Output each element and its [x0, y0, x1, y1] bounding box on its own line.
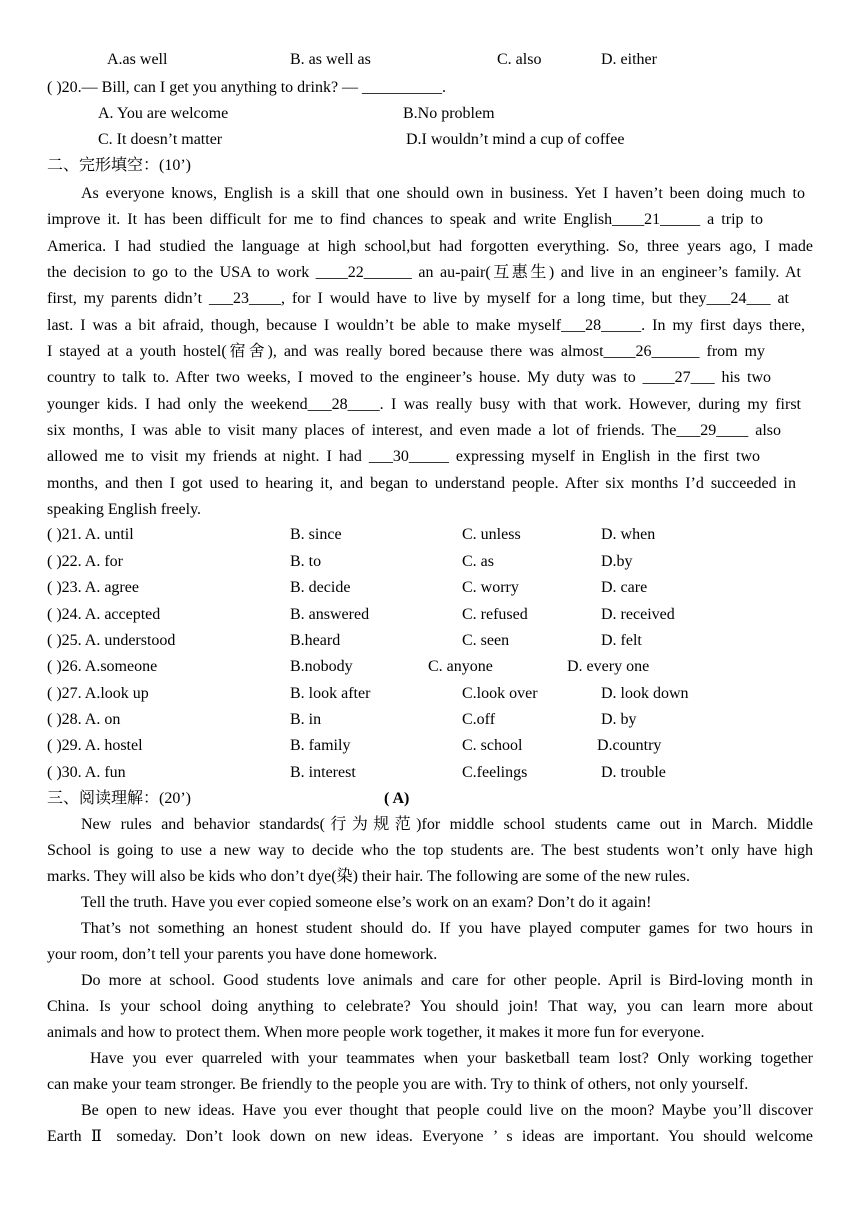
section3-heading: 三、阅读理解：(20’)	[47, 790, 191, 807]
option-d: D. trouble	[601, 764, 666, 781]
option-c: C.off	[462, 711, 496, 728]
passage-line: months, and then I got used to hearing it, and began to understand people. After six months I’d succeeded in	[47, 475, 796, 492]
option-c: C. as	[462, 553, 494, 570]
option-d: D.country	[597, 737, 662, 754]
option-c: C.look over	[462, 685, 538, 702]
passage-line: improve it. It has been difficult for me to find chances to speak and write English____21_____ a trip to	[47, 211, 763, 228]
option-d: D.by	[601, 553, 633, 570]
q20-option-a: A. You are welcome	[98, 105, 229, 122]
passage-line: your room, don’t tell your parents you have done homework.	[47, 946, 438, 963]
q19-option-d: D. either	[601, 51, 657, 68]
passage-line: School is going to use a new way to decide who the top students are. The best students won’t only have high	[47, 842, 813, 859]
passage-line: animals and how to protect them. When more people work together, it makes it more fun for everyone.	[47, 1024, 705, 1041]
passage-line: Do more at school. Good students love animals and care for other people. April is Bird-loving month in	[81, 972, 813, 989]
option-c: C. anyone	[428, 658, 493, 675]
option-d: D. every one	[567, 658, 650, 675]
passage-line: China. Is your school doing anything to celebrate? You should join! That way, you can learn more about	[47, 998, 813, 1015]
question-number-option-a: ( )22. A. for	[47, 553, 123, 570]
option-d: D. felt	[601, 632, 642, 649]
option-b: B. since	[290, 526, 342, 543]
option-c: C.feelings	[462, 764, 528, 781]
passage-line: six months, I was able to visit many places of interest, and even made a lot of friends. The___29____ also	[47, 422, 781, 439]
question-number-option-a: ( )23. A. agree	[47, 579, 139, 596]
question-number-option-a: ( )28. A. on	[47, 711, 121, 728]
passage-line: Tell the truth. Have you ever copied someone else’s work on an exam? Don’t do it again!	[81, 894, 652, 911]
passage-line: first, my parents didn’t ___23____, for I would have to live by myself for a long time, but they___24___ at	[47, 290, 789, 307]
option-b: B.nobody	[290, 658, 353, 675]
q20-option-b: B.No problem	[403, 105, 495, 122]
passage-line: last. I was a bit afraid, though, because I wouldn’t be able to make myself___28_____. In my first days there,	[47, 317, 805, 334]
option-d: D. care	[601, 579, 648, 596]
option-b: B. decide	[290, 579, 351, 596]
passage-line: marks. They will also be kids who don’t dye(染) their hair. The following are some of the new rules.	[47, 868, 690, 885]
option-b: B.heard	[290, 632, 341, 649]
option-b: B. look after	[290, 685, 371, 702]
option-d: D. when	[601, 526, 656, 543]
passage-line: allowed me to visit my friends at night. I had ___30_____ expressing myself in English in the first two	[47, 448, 760, 465]
q19-option-b: B. as well as	[290, 51, 371, 68]
question-number-option-a: ( )21. A. until	[47, 526, 134, 543]
option-c: C. worry	[462, 579, 519, 596]
option-c: C. unless	[462, 526, 521, 543]
q20-option-d: D.I wouldn’t mind a cup of coffee	[406, 131, 625, 148]
question-number-option-a: ( )25. A. understood	[47, 632, 176, 649]
option-c: C. school	[462, 737, 523, 754]
question-number-option-a: ( )27. A.look up	[47, 685, 149, 702]
option-c: C. seen	[462, 632, 510, 649]
option-b: B. in	[290, 711, 322, 728]
passage-line: Have you ever quarreled with your teammates when your basketball team lost? Only working together	[90, 1050, 813, 1067]
passage-line: Be open to new ideas. Have you ever thought that people could live on the moon? Maybe you’ll discover	[81, 1102, 813, 1119]
option-c: C. refused	[462, 606, 528, 623]
option-b: B. to	[290, 553, 322, 570]
q19-option-c: C. also	[497, 51, 542, 68]
option-d: D. by	[601, 711, 637, 728]
passage-line: speaking English freely.	[47, 501, 202, 518]
passage-line: the decision to go to the USA to work ____22______ an au-pair(互惠生) and live in an engineer’s family. At	[47, 264, 801, 281]
question-number-option-a: ( )26. A.someone	[47, 658, 158, 675]
passage-line: America. I had studied the language at high school,but had forgotten everything. So, three years ago, I made	[47, 238, 813, 255]
option-b: B. family	[290, 737, 351, 754]
q20-option-c: C. It doesn’t matter	[98, 131, 223, 148]
question-number-option-a: ( )29. A. hostel	[47, 737, 143, 754]
passage-line: Earth Ⅱ someday. Don’t look down on new ideas. Everyone ’ s ideas are important. You should welcome	[47, 1128, 813, 1145]
passage-line: As everyone knows, English is a skill that one should own in business. Yet I haven’t been doing much to	[81, 185, 805, 202]
option-d: D. look down	[601, 685, 689, 702]
passage-line: New rules and behavior standards(行为规范)for middle school students came out in March. Middle	[81, 816, 813, 833]
q19-option-a: A.as well	[107, 51, 168, 68]
question-number-option-a: ( )30. A. fun	[47, 764, 126, 781]
q20-stem: ( )20.— Bill, can I get you anything to drink? — __________.	[47, 79, 447, 96]
option-d: D. received	[601, 606, 675, 623]
passage-a-label: ( A)	[384, 790, 410, 807]
option-b: B. answered	[290, 606, 370, 623]
passage-line: country to talk to. After two weeks, I moved to the engineer’s house. My duty was to ____27___ his two	[47, 369, 771, 386]
section2-heading: 二、完形填空：(10’)	[47, 157, 191, 174]
passage-line: can make your team stronger. Be friendly to the people you are with. Try to think of others, not only yourself.	[47, 1076, 749, 1093]
question-number-option-a: ( )24. A. accepted	[47, 606, 161, 623]
passage-line: That’s not something an honest student should do. If you have played computer games for two hours in	[81, 920, 813, 937]
passage-line: younger kids. I had only the weekend___28____. I was really busy with that work. However, during my first	[47, 396, 801, 413]
option-b: B. interest	[290, 764, 356, 781]
passage-line: I stayed at a youth hostel(宿舍), and was really bored because there was almost____26______ from my	[47, 343, 765, 360]
